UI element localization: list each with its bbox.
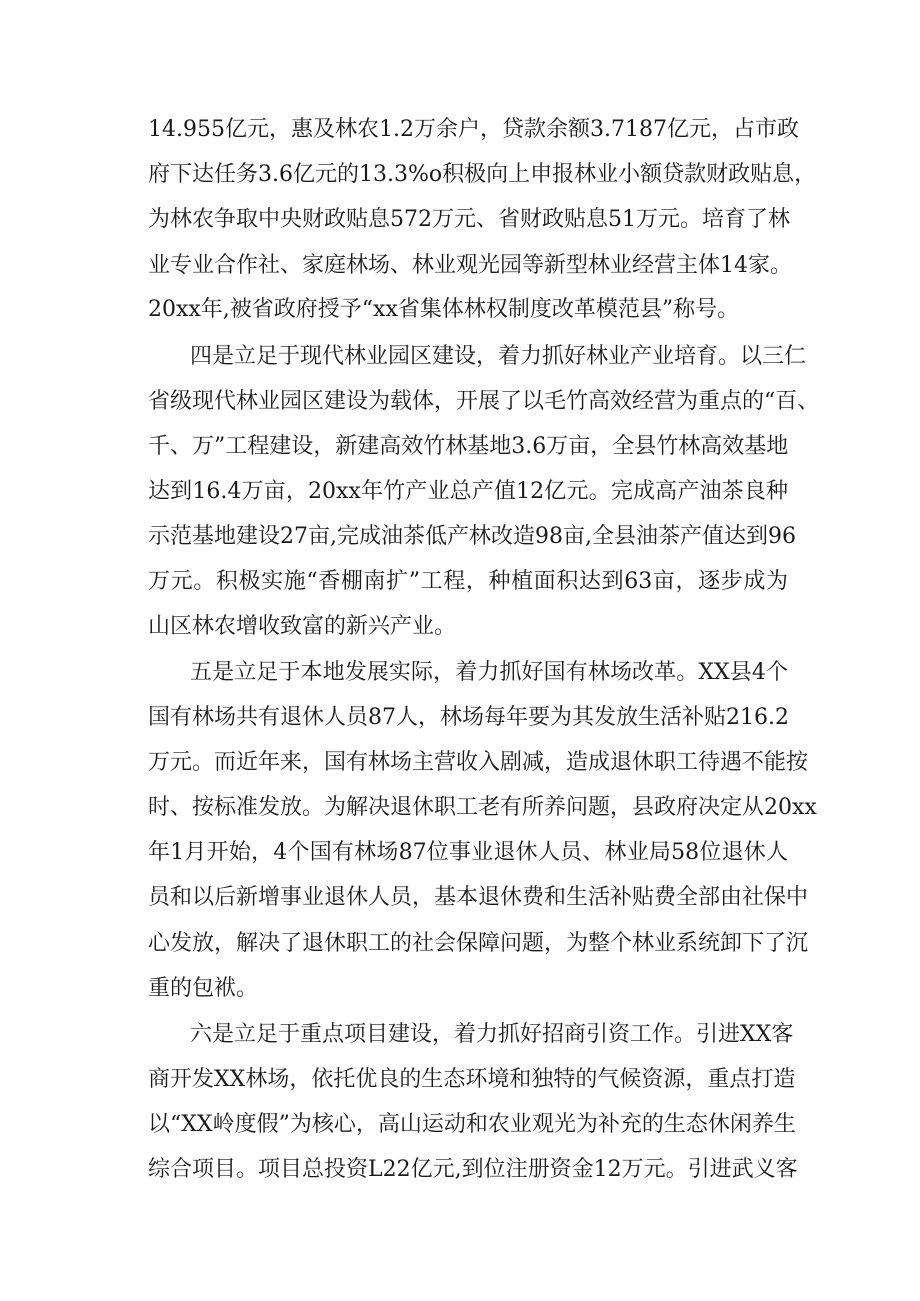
text-line-17: 年1月开始，4个国有林场87位事业退休人员、林业局58位退休人 <box>148 840 788 865</box>
text-line-4: 业专业合作社、家庭林场、林业观光园等新型林业经营主体14家。 <box>148 253 792 278</box>
text-line-11: 万元。积极实施“香棚南扩”工程，种植面积达到63亩，逐步成为 <box>148 569 788 594</box>
text-line-24: 综合项目。项目总投资L22亿元,到位注册资金12万元。引进武义客 <box>148 1157 798 1182</box>
text-line-20: 重的包袱。 <box>148 976 259 1001</box>
text-line-5: 20xx年,被省政府授予“xx省集体林权制度改革模范县”称号。 <box>148 297 740 322</box>
text-line-12: 山区林农增收致富的新兴产业。 <box>148 614 457 639</box>
text-line-14: 国有林场共有退休人员87人，林场每年要为其发放生活补贴216.2 <box>148 705 789 730</box>
text-line-22: 商开发XX林场，依托优良的生态环境和独特的气候资源，重点打造 <box>148 1067 796 1092</box>
text-line-19: 心发放，解决了退休职工的社会保障问题，为整个林业系统卸下了沉 <box>148 931 809 956</box>
text-line-6: 四是立足于现代林业园区建设，着力抓好林业产业培育。以三仁 <box>190 344 807 369</box>
text-line-18: 员和以后新增事业退休人员，基本退休费和生活补贴费全部由社保中 <box>148 885 809 910</box>
text-line-3: 为林农争取中央财政贴息572万元、省财政贴息51万元。培育了林 <box>148 207 790 232</box>
text-line-15: 万元。而近年来，国有林场主营收入剧减，造成退休职工待遇不能按 <box>148 750 809 775</box>
text-line-10: 示范基地建设27亩,完成油茶低产林改造98亩,全县油茶产值达到96 <box>148 524 796 549</box>
text-line-2: 府下达任务3.6亿元的13.3%o积极向上申报林业小额贷款财政贴息， <box>148 162 817 187</box>
text-line-16: 时、按标准发放。为解决退休职工老有所养问题，县政府决定从20xx <box>148 795 817 820</box>
text-line-23: 以“XX岭度假”为核心，高山运动和农业观光为补充的生态休闲养生 <box>148 1112 796 1137</box>
text-line-7: 省级现代林业园区建设为载体，开展了以毛竹高效经营为重点的“百、 <box>148 389 820 414</box>
text-line-13: 五是立足于本地发展实际，着力抓好国有林场改革。XX县4个 <box>190 660 788 685</box>
text-line-8: 千、万”工程建设，新建高效竹林基地3.6万亩，全县竹林高效基地 <box>148 434 789 459</box>
text-line-1: 14.955亿元，惠及林农1.2万余户，贷款余额3.7187亿元，占市政 <box>148 117 799 142</box>
text-line-21: 六是立足于重点项目建设，着力抓好招商引资工作。引进XX客 <box>190 1022 794 1047</box>
text-line-9: 达到16.4万亩，20xx年竹产业总产值12亿元。完成高产油茶良种 <box>148 479 788 504</box>
